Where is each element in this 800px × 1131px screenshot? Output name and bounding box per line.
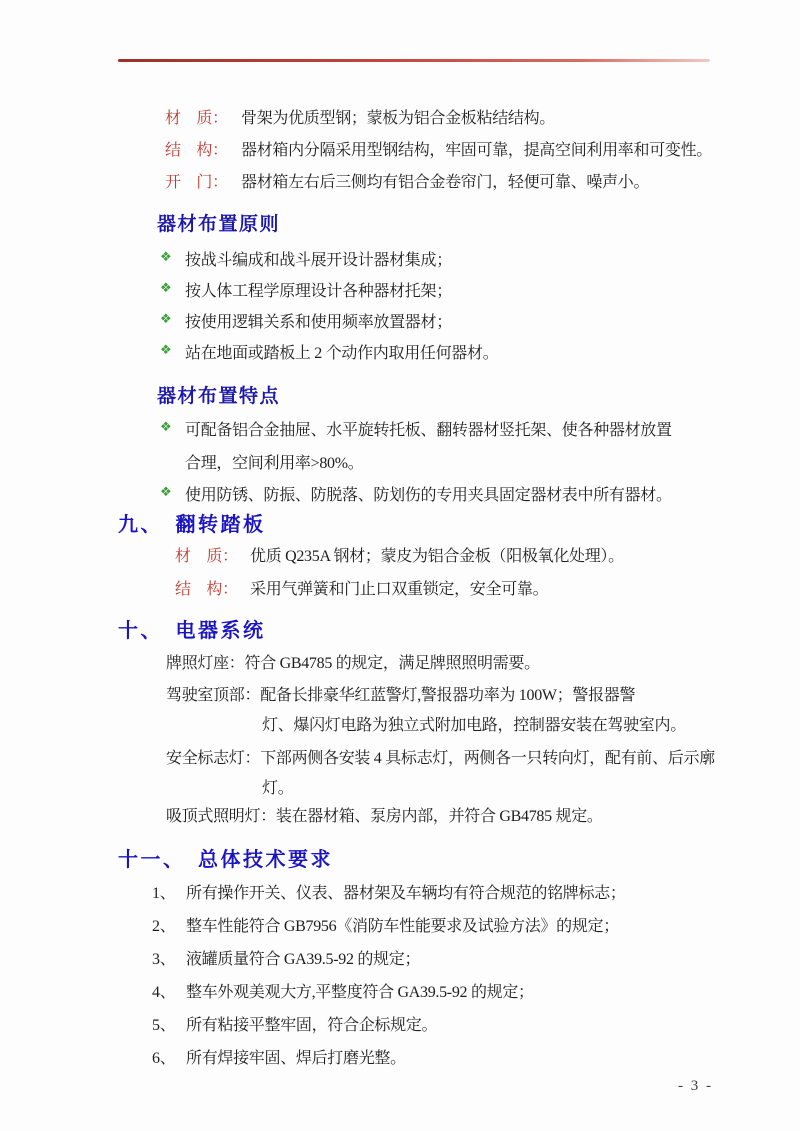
page-number: - 3 - bbox=[678, 1078, 713, 1094]
item-number: 2、 bbox=[152, 918, 176, 935]
item-text: 所有操作开关、仪表、器材架及车辆均有符合规范的铭牌标志； bbox=[186, 885, 626, 902]
top-red-rule bbox=[118, 59, 710, 62]
item-number: 3、 bbox=[152, 951, 176, 968]
spec-label: 结 构： bbox=[165, 142, 228, 159]
bullet-text: 按人体工程学原理设计各种器材托架； bbox=[185, 283, 452, 300]
diamond-bullet-icon: ❖ bbox=[160, 281, 172, 296]
diamond-bullet-icon: ❖ bbox=[160, 343, 172, 358]
body-text: 灯、爆闪灯电路为独立式附加电路，控制器安装在驾驶室内。 bbox=[262, 717, 686, 734]
section-heading-9: 九、 翻转踏板 bbox=[118, 514, 266, 536]
spec-text: 采用气弹簧和门止口双重锁定，安全可靠。 bbox=[250, 581, 549, 598]
bullet-text: 按战斗编成和战斗展开设计器材集成； bbox=[185, 252, 452, 269]
spec-label: 材 质： bbox=[175, 548, 238, 565]
spec-label: 材 质： bbox=[165, 110, 228, 127]
body-text: 驾驶室顶部：配备长排豪华红蓝警灯,警报器功率为 100W；警报器警 bbox=[166, 687, 636, 704]
spec-label: 结 构： bbox=[175, 581, 238, 598]
section-heading-10: 十、 电器系统 bbox=[118, 620, 266, 642]
diamond-bullet-icon: ❖ bbox=[160, 250, 172, 265]
diamond-bullet-icon: ❖ bbox=[160, 312, 172, 327]
item-number: 6、 bbox=[152, 1050, 176, 1067]
item-text: 所有焊接牢固、焊后打磨光整。 bbox=[186, 1050, 406, 1067]
diamond-bullet-icon: ❖ bbox=[160, 420, 172, 435]
item-text: 整车性能符合 GB7956《消防车性能要求及试验方法》的规定； bbox=[186, 918, 619, 935]
subheading-principles: 器材布置原则 bbox=[157, 214, 281, 235]
section-heading-11: 十一、 总体技术要求 bbox=[118, 849, 333, 871]
body-text: 灯。 bbox=[262, 780, 294, 797]
subheading-features: 器材布置特点 bbox=[157, 386, 281, 407]
item-number: 5、 bbox=[152, 1017, 176, 1034]
bullet-text: 按使用逻辑关系和使用频率放置器材； bbox=[185, 314, 452, 331]
spec-text: 器材箱内分隔采用型钢结构，牢固可靠，提高空间利用率和可变性。 bbox=[241, 142, 713, 159]
body-text: 安全标志灯：下部两侧各安装 4 具标志灯，两侧各一只转向灯，配有前、后示廓 bbox=[166, 750, 715, 767]
diamond-bullet-icon: ❖ bbox=[160, 485, 172, 500]
spec-text: 骨架为优质型钢；蒙板为铝合金板粘结结构。 bbox=[241, 110, 556, 127]
item-number: 4、 bbox=[152, 984, 176, 1001]
bullet-text: 合理，空间利用率>80%。 bbox=[185, 455, 364, 472]
spec-text: 优质 Q235A 钢材；蒙皮为铝合金板（阳极氧化处理）。 bbox=[250, 548, 624, 565]
bullet-text: 站在地面或踏板上 2 个动作内取用任何器材。 bbox=[185, 345, 499, 362]
spec-label: 开 门： bbox=[165, 174, 228, 191]
body-text: 吸顶式照明灯：装在器材箱、泵房内部，并符合 GB4785 规定。 bbox=[166, 808, 603, 825]
body-text: 牌照灯座：符合 GB4785 的规定，满足牌照照明需要。 bbox=[166, 655, 540, 672]
item-number: 1、 bbox=[152, 885, 176, 902]
bullet-text: 可配备铝合金抽屉、水平旋转托板、翻转器材竖托架、使各种器材放置 bbox=[185, 422, 672, 439]
item-text: 所有粘接平整牢固，符合企标规定。 bbox=[186, 1017, 438, 1034]
item-text: 整车外观美观大方,平整度符合 GA39.5-92 的规定； bbox=[186, 984, 534, 1001]
item-text: 液罐质量符合 GA39.5-92 的规定； bbox=[186, 951, 421, 968]
bullet-text: 使用防锈、防振、防脱落、防划伤的专用夹具固定器材表中所有器材。 bbox=[185, 487, 672, 504]
spec-text: 器材箱左右后三侧均有铝合金卷帘门，轻便可靠、噪声小。 bbox=[241, 174, 650, 191]
